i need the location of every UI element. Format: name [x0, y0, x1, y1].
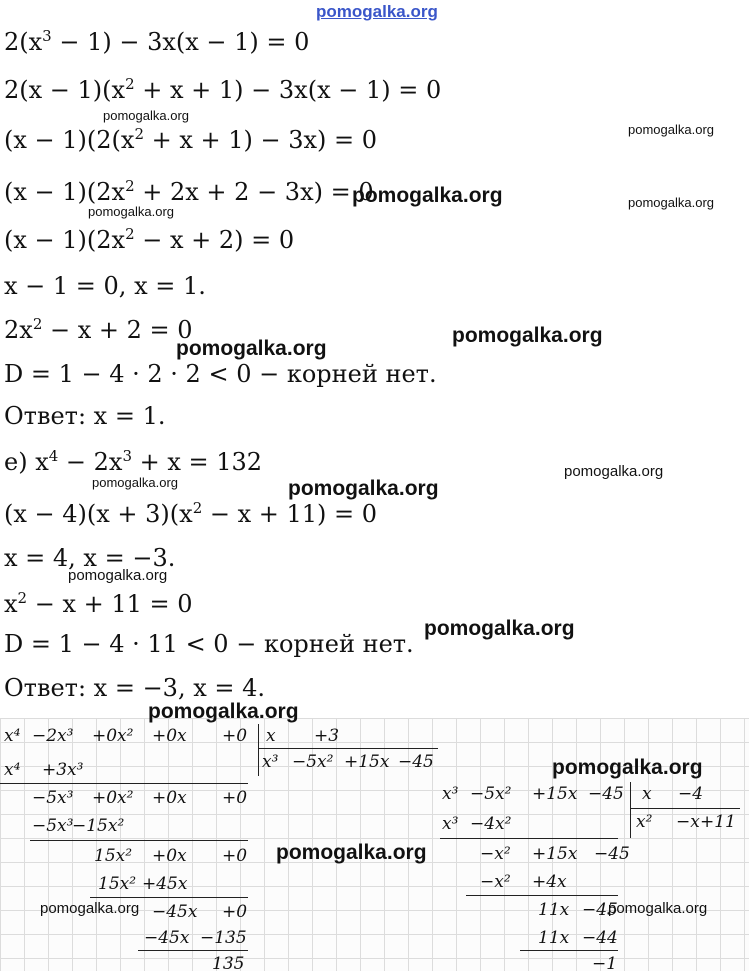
- solution-line: $x^2 - x + 11 = 0$: [4, 589, 193, 618]
- watermark: pomogalka.org: [40, 900, 140, 917]
- division-row-term: −45x: [152, 902, 198, 922]
- watermark: pomogalka.org: [68, 567, 168, 584]
- dividend-term: x³: [442, 784, 459, 804]
- division-row-term: 11x: [538, 928, 570, 948]
- division-row-term: x³: [442, 814, 459, 834]
- watermark: pomogalka.org: [92, 475, 178, 490]
- watermark: pomogalka.org: [452, 324, 603, 347]
- division-row-term: x⁴: [4, 760, 21, 780]
- division-row-term: +0: [222, 846, 248, 866]
- division-bracket: [630, 782, 631, 838]
- division-row-term: −1: [592, 954, 618, 974]
- divisor-term: +3: [314, 726, 340, 746]
- division-row-term: −45: [582, 900, 618, 920]
- watermark: pomogalka.org: [276, 841, 427, 864]
- division-line: [440, 838, 618, 839]
- division-line: [630, 808, 740, 809]
- solution-line: Ответ: x = 1.: [4, 402, 166, 430]
- division-line: [30, 840, 248, 841]
- solution-line: D = 1 − 4 · 2 · 2 < 0 − корней нет.: [4, 360, 437, 388]
- watermark: pomogalka.org: [424, 617, 575, 640]
- division-row-term: 11x: [538, 900, 570, 920]
- division-line: [520, 950, 618, 951]
- quotient-term: −5x²: [292, 752, 334, 772]
- dividend-term: +0x²: [92, 726, 134, 746]
- watermark: pomogalka.org: [628, 122, 714, 137]
- solution-line: $(x - 1)(2x^2 - x + 2) = 0$: [4, 225, 295, 254]
- solution-line: е) $x^4 - 2x^3 + x = 132$: [4, 447, 263, 476]
- solution-line: Ответ: x = −3, x = 4.: [4, 674, 265, 702]
- division-row-term: +0x: [152, 846, 187, 866]
- division-row-term: −44: [582, 928, 618, 948]
- division-row-term: 135: [212, 954, 245, 974]
- solution-line: x − 1 = 0, x = 1.: [4, 272, 206, 300]
- quotient-term: −45: [398, 752, 434, 772]
- division-row-term: +0: [222, 902, 248, 922]
- division-row-term: +4x: [532, 872, 567, 892]
- dividend-term: x⁴: [4, 726, 21, 746]
- division-line: [138, 950, 248, 951]
- division-row-term: 15x²: [98, 874, 137, 894]
- division-row-term: −x²: [480, 844, 511, 864]
- division-row-term: −4x²: [470, 814, 512, 834]
- solution-line: $2(x^3 - 1) - 3x(x - 1) = 0$: [4, 27, 310, 56]
- watermark: pomogalka.org: [288, 477, 439, 500]
- division-row-term: −x²: [480, 872, 511, 892]
- solution-line: D = 1 − 4 · 11 < 0 − корней нет.: [4, 630, 414, 658]
- division-bracket: [258, 724, 259, 776]
- watermark: pomogalka.org: [352, 184, 503, 207]
- division-row-term: +45x: [142, 874, 188, 894]
- division-row-term: +0: [222, 788, 248, 808]
- division-row-term: +0x²: [92, 788, 134, 808]
- division-row-term: 15x²: [94, 846, 133, 866]
- division-line: [466, 895, 618, 896]
- division-row-term: −5x³: [32, 816, 74, 836]
- division-line: [0, 783, 248, 784]
- solution-line: $2x^2 - x + 2 = 0$: [4, 315, 193, 344]
- watermark: pomogalka.org: [103, 108, 189, 123]
- division-row-term: +0x: [152, 788, 187, 808]
- watermark: pomogalka.org: [552, 756, 703, 779]
- solution-line: $(x - 1)(2(x^2 + x + 1) - 3x) = 0$: [4, 125, 378, 154]
- quotient-term: +11: [700, 812, 736, 832]
- quotient-term: x³: [262, 752, 279, 772]
- divisor-term: x: [266, 726, 276, 746]
- watermark: pomogalka.org: [148, 700, 299, 723]
- watermark: pomogalka.org: [564, 463, 664, 480]
- dividend-term: +0x: [152, 726, 187, 746]
- dividend-term: +15x: [532, 784, 578, 804]
- watermark: pomogalka.org: [88, 204, 174, 219]
- quotient-term: −x: [676, 812, 700, 832]
- watermark: pomogalka.org: [176, 337, 327, 360]
- dividend-term: −2x³: [32, 726, 74, 746]
- solution-line: $(x - 1)(2x^2 + 2x + 2 - 3x) = 0$: [4, 177, 374, 206]
- solution-line: $2(x - 1)(x^2 + x + 1) - 3x(x - 1) = 0$: [4, 75, 442, 104]
- dividend-term: −5x²: [470, 784, 512, 804]
- header-watermark: pomogalka.org: [316, 2, 438, 21]
- division-row-term: +3x³: [42, 760, 84, 780]
- dividend-term: +0: [222, 726, 248, 746]
- division-row-term: −135: [200, 928, 247, 948]
- dividend-term: −45: [588, 784, 624, 804]
- solution-line: $(x - 4)(x + 3)(x^2 - x + 11) = 0$: [4, 499, 378, 528]
- division-line: [258, 748, 438, 749]
- solution-line: x = 4, x = −3.: [4, 544, 176, 572]
- division-line: [90, 897, 248, 898]
- division-row-term: +15x: [532, 844, 578, 864]
- division-row-term: −15x²: [72, 816, 125, 836]
- quotient-term: +15x: [344, 752, 390, 772]
- division-row-term: −45x: [144, 928, 190, 948]
- divisor-term: x: [642, 784, 652, 804]
- division-row-term: −5x³: [32, 788, 74, 808]
- quotient-term: x²: [636, 812, 653, 832]
- division-row-term: −45: [594, 844, 630, 864]
- watermark: pomogalka.org: [628, 195, 714, 210]
- divisor-term: −4: [678, 784, 704, 804]
- watermark: pomogalka.org: [608, 900, 708, 917]
